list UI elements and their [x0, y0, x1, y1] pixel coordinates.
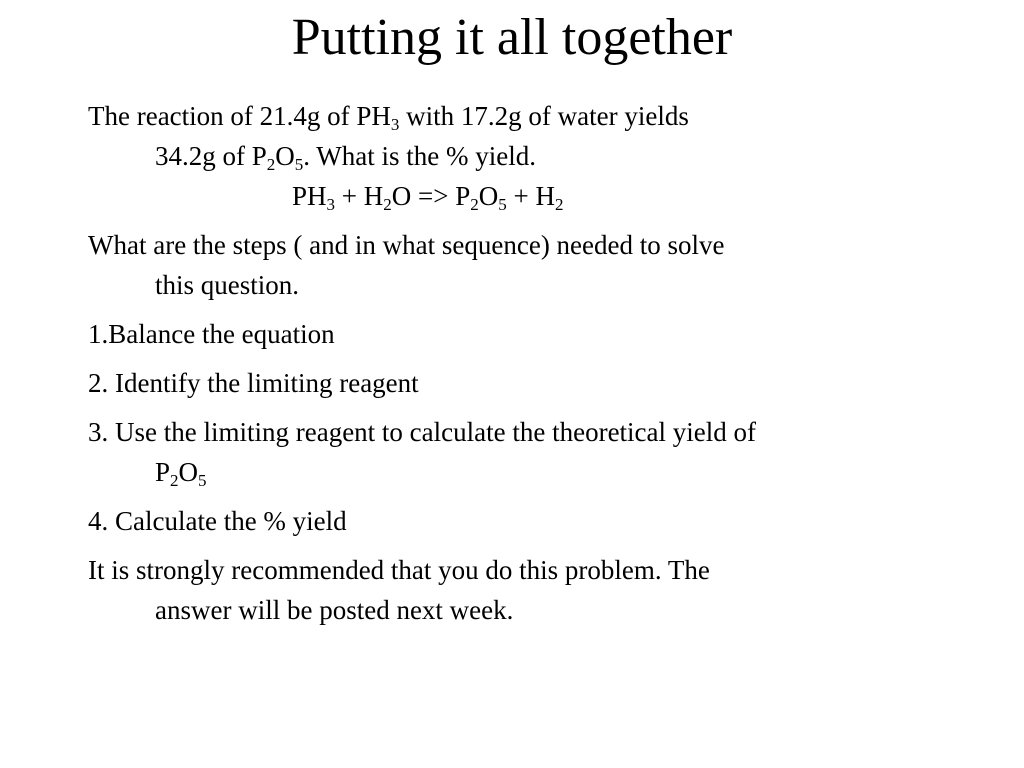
step-2-text: 2. Identify the limiting reagent — [88, 368, 419, 398]
problem-statement — [88, 96, 948, 216]
step-3 — [88, 412, 948, 492]
step-4-text: 4. Calculate the % yield — [88, 506, 347, 536]
slide-body — [88, 96, 948, 630]
question-line-2: this question. — [155, 270, 300, 300]
step-4 — [88, 501, 948, 541]
step-3-line-1: 3. Use the limiting reagent to calculate the theoretical yield of — [88, 417, 756, 447]
step-2 — [88, 363, 948, 403]
note-line-2: answer will be posted next week. — [155, 595, 514, 625]
step-3-line-2: $P_2O_5$ — [155, 457, 207, 490]
question-line-1: What are the steps ( and in what sequence) needed to solve — [88, 230, 725, 260]
steps-question — [88, 225, 948, 305]
slide-title: Putting it all together — [291, 9, 733, 66]
step-1 — [88, 314, 948, 354]
chemical-equation: $PH_3 + H_2O => P_2O_5 + H_2$ — [292, 181, 564, 214]
recommendation-note — [88, 550, 948, 630]
problem-line-1: The reaction of 21.4g of $PH_3$ with 17.2g of water yields — [88, 101, 689, 134]
note-line-1: It is strongly recommended that you do this problem. The — [88, 555, 710, 585]
step-1-text: 1.Balance the equation — [88, 319, 335, 349]
problem-line-2: 34.2g of $P_2O_5$. What is the % yield. — [155, 141, 536, 174]
